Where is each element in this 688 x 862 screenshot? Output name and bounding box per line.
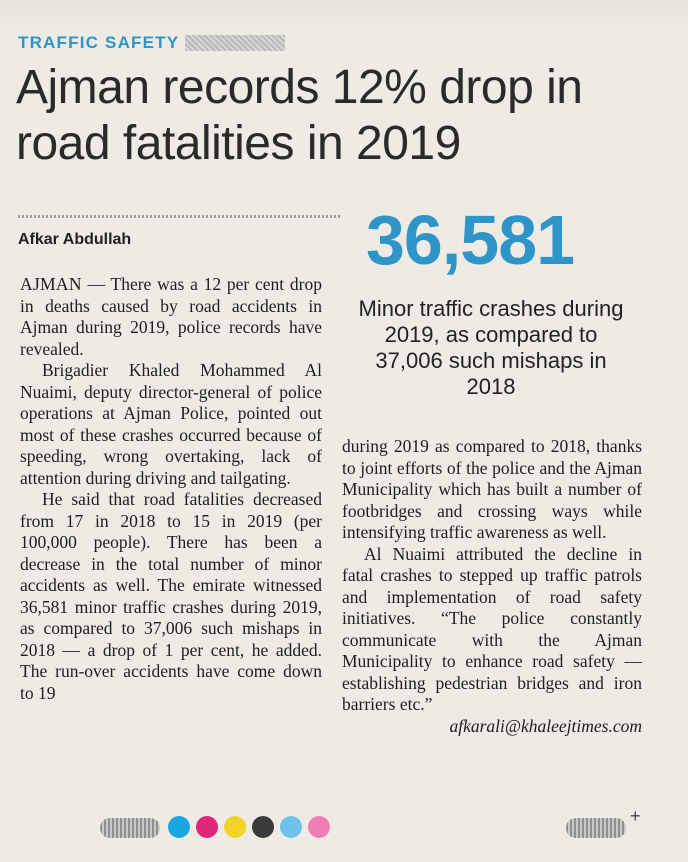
byline-rule — [18, 215, 340, 218]
highlight-caption: Minor traffic crashes during 2019, as compared to 37,006 such mishaps in 2018 — [358, 296, 624, 399]
highlight-number: 36,581 — [366, 201, 575, 279]
registration-cross-icon: + — [630, 806, 641, 826]
registration-dot-light-magenta — [308, 816, 330, 838]
paragraph-text: — There was a 12 per cent drop in deaths caused by road accidents in Ajman during 2019, police records have revealed. — [20, 274, 322, 359]
dateline: AJMAN — [20, 274, 82, 294]
registration-bar-left — [100, 818, 160, 838]
registration-dot-yellow — [224, 816, 246, 838]
kicker-pattern-bar — [185, 35, 285, 51]
article-column-1 — [20, 274, 322, 704]
headline: Ajman records 12% drop in road fatalities in 2019 — [16, 61, 583, 170]
article-column-2 — [342, 436, 642, 737]
section-kicker — [18, 32, 285, 54]
paragraph: Brigadier Khaled Mohammed Al Nuaimi, deputy director-general of police operations at Ajman Police, pointed out most of these crashes occurred because of speeding, wrong overtaking, lack of attention during driving and tailgating. — [20, 360, 322, 488]
paragraph — [20, 274, 322, 360]
registration-bar-right — [566, 818, 626, 838]
paragraph: Al Nuaimi attributed the decline in fatal crashes to stepped up traffic patrols and implementation of road safety initiatives. “The police constantly communicate with the Ajman Municipality to enhance road safety — establishing pedestrian bridges and iron barriers etc.” — [342, 543, 642, 714]
registration-dot-cyan — [168, 816, 190, 838]
author-email: afkarali@khaleejtimes.com — [449, 715, 642, 736]
bleed-through-text — [0, 0, 688, 30]
byline: Afkar Abdullah — [18, 231, 132, 248]
paragraph: He said that road fatalities decreased from 17 in 2018 to 15 in 2019 (per 100,000 people). There has been a decrease in the total number of minor accidents as well. The emirate witnessed 36,581 minor traffic crashes during 2019, as compared to 37,006 such mishaps in 2018 — a drop of 1 per cent, he added. The run-over accidents have come down to 19 — [20, 489, 322, 703]
registration-dot-light-cyan — [280, 816, 302, 838]
registration-dot-magenta — [196, 816, 218, 838]
registration-dot-black — [252, 816, 274, 838]
paragraph: during 2019 as compared to 2018, thanks to joint efforts of the police and the Ajman Municipality which has built a number of footbridges and crossing ways while intensifying traffic awareness as well. — [342, 436, 642, 542]
kicker-label: TRAFFIC SAFETY — [18, 33, 180, 52]
